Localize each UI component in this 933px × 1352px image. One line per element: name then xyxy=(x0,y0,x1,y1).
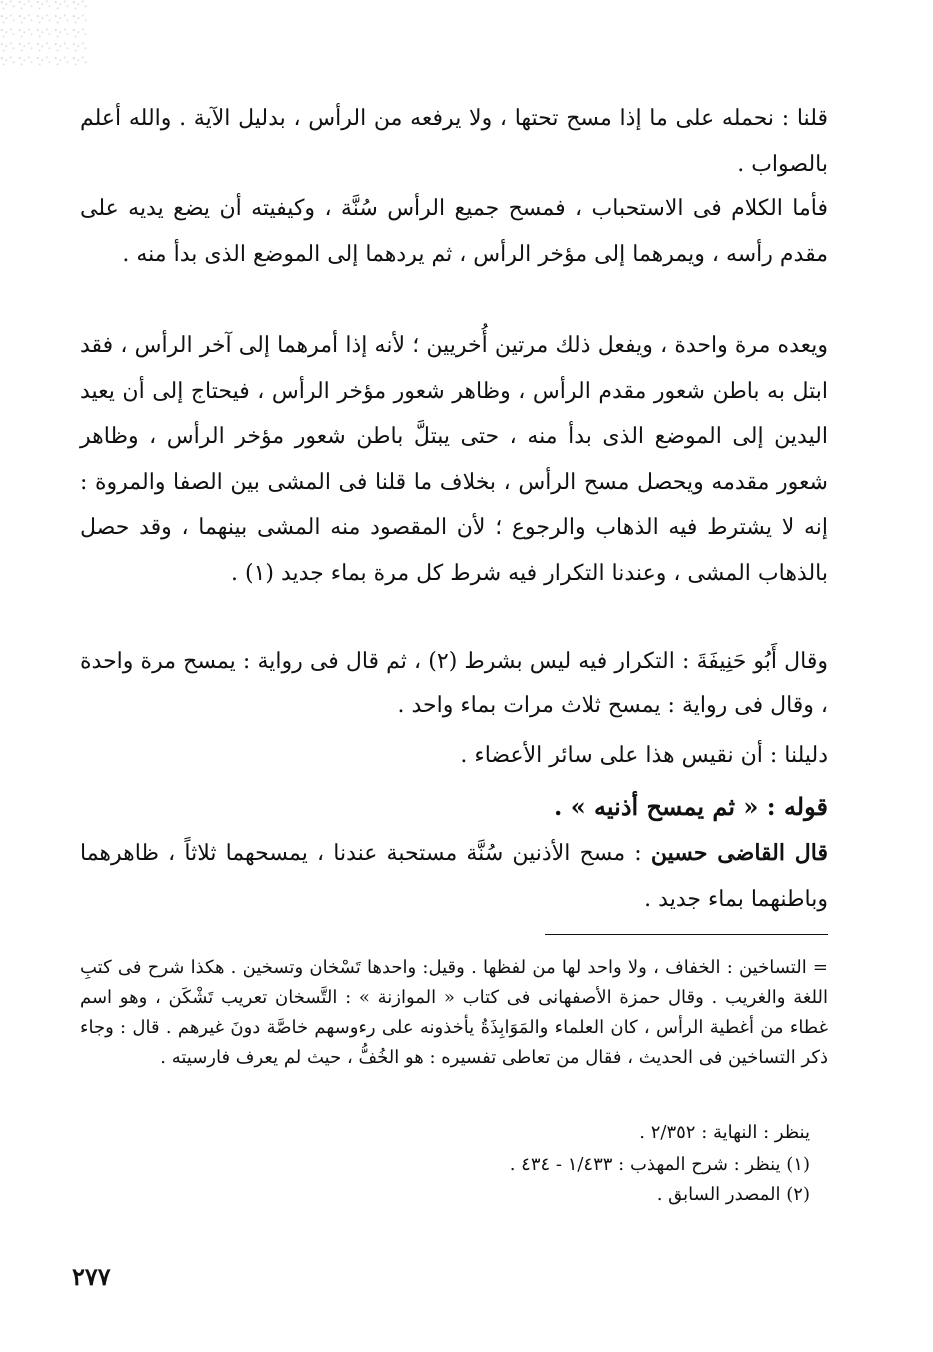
paragraph-1: قلنا : نحمله على ما إذا مسح تحتها ، ولا يرفعه من الرأس ، بدليل الآية . والله أعلم بالصواب . xyxy=(80,106,828,177)
section-heading: قوله : « ثم يمسح أذنيه » . xyxy=(553,792,828,821)
footnote-1: (١) ينظر : شرح المهذب : ١/٤٣٣ - ٤٣٤ . xyxy=(509,1154,810,1175)
paragraph-6 xyxy=(80,831,828,922)
footnote-divider xyxy=(545,934,828,935)
paragraph-6-lead: قال القاضى حسين xyxy=(650,840,828,866)
paragraph-3: ويعده مرة واحدة ، ويفعل ذلك مرتين أُخريين ؛ لأنه إذا أمرهما إلى آخر الرأس ، فقد ابتل به باطن شعور مقدم الرأس ، وظاهر شعور مؤخر الرأس ، فيحتاج إلى أن يعيد اليدين إلى الموضع الذى بدأ منه ، حتى يبتلَّ باطن شعور مؤخر الرأس ، وظاهر شعور مقدمه ويحصل مسح الرأس ، بخلاف ما قلنا فى المشى بين الصفا والمروة : إنه لا يشترط فيه الذهاب والرجوع ؛ لأن المقصود منه المشى بينهما ، وقد حصل بالذهاب المشى ، وعندنا التكرار فيه شرط كل مرة بماء جديد (١) . xyxy=(80,333,828,586)
paragraph-5: دليلنا : أن نقيس هذا على سائر الأعضاء . xyxy=(460,743,828,768)
paragraph-4: وقال أَبُو حَنِيفَةَ : التكرار فيه ليس بشرط (٢) ، ثم قال فى رواية : يمسح مرة واحدة ، وقال فى رواية : يمسح ثلاث مرات بماء واحد . xyxy=(80,649,828,718)
footnote-reference: ينظر : النهاية : ٢/٣٥٢ . xyxy=(639,1122,810,1143)
page-number: ٢٧٧ xyxy=(72,1262,111,1291)
footnote-continuation: = التساخين : الخفاف ، ولا واحد لها من لفظها . وقيل: واحدها تَسْخان وتسخين . هكذا شرح فى كتبِ اللغة والغريب . وقال حمزة الأصفهانى فى كتاب « الموازنة » : التَّسخان تعريب تَشْكَن ، وهو اسم غطاء من أغطية الرأس ، كان العلماء والمَوَابِذَةُ يأخذونه على رءوسهم خاصَّة دونَ غيرهم . قال : وجاء ذكر التساخين فى الحديث ، فقال من تعاطى تفسيره : هو الخُفُّ ، حيث لم يعرف فارسيته . xyxy=(80,957,828,1068)
paragraph-6-text: : مسح الأذنين سُنَّة مستحبة عندنا ، يمسحهما ثلاثاً ، ظاهرهما وباطنهما بماء جديد . xyxy=(80,841,828,912)
footnote-2: (٢) المصدر السابق . xyxy=(656,1184,810,1205)
scan-noise xyxy=(0,0,90,70)
paragraph-2: فأما الكلام فى الاستحباب ، فمسح جميع الرأس سُنَّة ، وكيفيته أن يضع يديه على مقدم رأسه ، ويمرهما إلى مؤخر الرأس ، ثم يردهما إلى الموضع الذى بدأ منه . xyxy=(80,196,828,267)
